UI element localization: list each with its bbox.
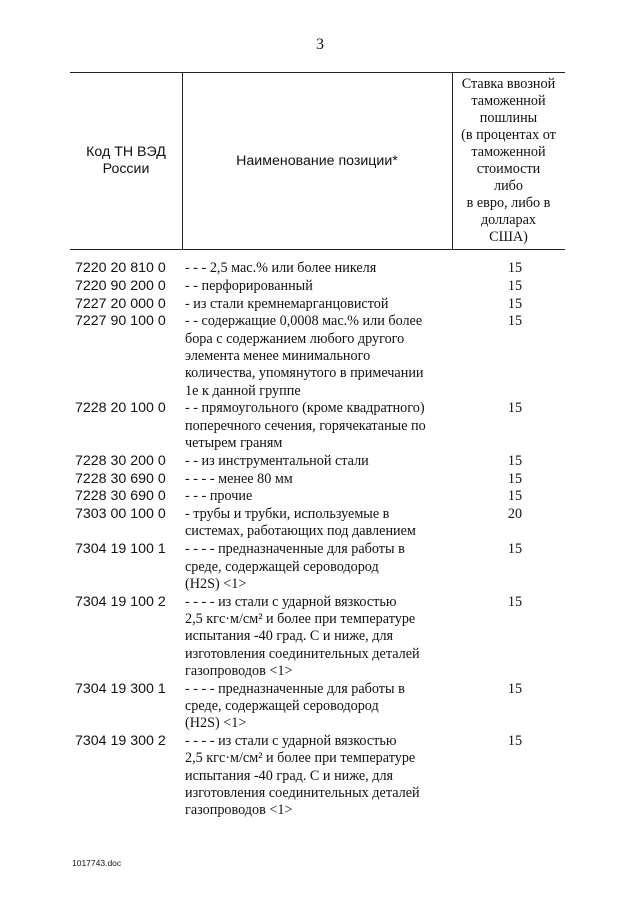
tariff-code: 7220 90 200 0 — [75, 277, 166, 294]
position-name — [185, 400, 457, 452]
position-name-line: - - содержащие 0,0008 мас.% или более — [185, 313, 423, 330]
position-name-line: газопроводов <1> — [185, 802, 293, 819]
position-name-line: изготовления соединительных деталей — [185, 645, 420, 662]
duty-rate: 15 — [507, 260, 523, 276]
position-name — [185, 471, 457, 488]
position-name-line: - - - - из стали с ударной вязкостью — [185, 733, 397, 750]
tariff-code: 7228 30 690 0 — [75, 488, 166, 505]
table-row — [75, 488, 565, 505]
table-row — [75, 506, 565, 541]
header-rate-line: США) — [489, 229, 528, 245]
position-name-line: испытания -40 град. С и ниже, для — [185, 767, 394, 784]
duty-rate: 15 — [507, 470, 523, 487]
table-row — [75, 400, 565, 452]
header-rate-line: стоимости — [476, 161, 541, 177]
duty-rate: 15 — [507, 400, 523, 417]
position-name-line: среде, содержащей сероводород — [185, 697, 379, 714]
position-name-line: среде, содержащей сероводород — [185, 558, 379, 575]
position-name — [185, 541, 457, 593]
position-name-line: системах, работающих под давлением — [185, 523, 416, 540]
position-name-line: - - - - предназначенные для работы в — [185, 541, 405, 558]
duty-rate: 15 — [507, 680, 523, 697]
tariff-code: 7220 20 810 0 — [75, 260, 166, 276]
position-name — [185, 681, 457, 733]
header-rate-line: таможенной — [471, 144, 546, 160]
header-rate-line: (в процентах от — [461, 127, 556, 143]
table-row — [75, 296, 565, 313]
position-name-line: - трубы и трубки, используемые в — [185, 506, 390, 523]
position-name-line: четырем граням — [185, 434, 283, 451]
header-rate-line: пошлины — [479, 110, 538, 126]
table-row — [75, 471, 565, 488]
position-name-line: - - - - менее 80 мм — [185, 470, 293, 487]
header-code-line: России — [102, 161, 150, 177]
duty-rate: 15 — [507, 313, 523, 330]
position-name — [185, 296, 457, 313]
position-name-line: - - - - из стали с ударной вязкостью — [185, 593, 397, 610]
position-name-line: поперечного сечения, горячекатаные по — [185, 417, 426, 434]
position-name-line: - - - - предназначенные для работы в — [185, 680, 405, 697]
page-number: 3 — [316, 36, 324, 53]
position-name-line: - - прямоугольного (кроме квадратного) — [185, 400, 425, 417]
tariff-code: 7227 90 100 0 — [75, 313, 166, 330]
table-header — [70, 72, 565, 250]
position-name — [185, 594, 457, 680]
table-row — [75, 733, 565, 819]
header-rate-line: в евро, либо в — [466, 195, 551, 211]
tariff-code: 7304 19 100 2 — [75, 593, 166, 610]
header-rate-line: долларах — [480, 212, 537, 228]
header-name-label: Наименование позиции* — [236, 152, 398, 169]
position-name-line: (H2S) <1> — [185, 575, 247, 592]
header-code-column — [70, 73, 182, 249]
table-row — [75, 278, 565, 295]
table-row — [75, 313, 565, 399]
duty-rate: 15 — [507, 488, 523, 505]
tariff-code: 7304 19 300 2 — [75, 733, 166, 750]
position-name-line: - - из инструментальной стали — [185, 452, 369, 469]
position-name — [185, 506, 457, 541]
header-rate-column — [452, 73, 565, 249]
tariff-code: 7304 19 100 1 — [75, 541, 166, 558]
position-name-line: - - перфорированный — [185, 277, 313, 294]
tariff-code: 7228 30 690 0 — [75, 470, 166, 487]
position-name-line: газопроводов <1> — [185, 662, 293, 679]
header-rate-line: либо — [494, 178, 523, 194]
position-name-line: бора с содержанием любого другого — [185, 330, 405, 347]
header-name-column — [182, 73, 452, 249]
duty-rate: 15 — [507, 452, 523, 469]
tariff-code: 7228 30 200 0 — [75, 452, 166, 469]
table-row — [75, 681, 565, 733]
table-body — [75, 260, 565, 820]
header-rate-line: Ставка ввозной — [461, 76, 556, 92]
position-name-line: элемента менее минимального — [185, 347, 371, 364]
table-row — [75, 541, 565, 593]
duty-rate: 15 — [507, 733, 523, 750]
tariff-code: 7227 20 000 0 — [75, 295, 166, 312]
duty-rate: 15 — [507, 593, 523, 610]
header-rate-line: таможенной — [471, 93, 546, 109]
duty-rate: 15 — [507, 295, 523, 312]
position-name — [185, 278, 457, 295]
table-row — [75, 594, 565, 680]
position-name-line: количества, упомянутого в примечании — [185, 365, 424, 382]
position-name — [185, 260, 457, 277]
position-name-line: 1е к данной группе — [185, 382, 301, 399]
position-name-line: - - - прочие — [185, 488, 253, 505]
position-name-line: - - - 2,5 мас.% или более никеля — [185, 260, 377, 276]
position-name — [185, 733, 457, 819]
position-name-line: 2,5 кгс·м/см² и более при температуре — [185, 750, 416, 767]
position-name — [185, 488, 457, 505]
table-row — [75, 260, 565, 277]
position-name-line: испытания -40 град. С и ниже, для — [185, 628, 394, 645]
table-row — [75, 453, 565, 470]
tariff-code: 7304 19 300 1 — [75, 680, 166, 697]
duty-rate: 20 — [507, 506, 523, 523]
position-name — [185, 313, 457, 399]
position-name-line: (H2S) <1> — [185, 715, 247, 732]
position-name-line: изготовления соединительных деталей — [185, 784, 420, 801]
duty-rate: 15 — [507, 277, 523, 294]
header-code-line: Код ТН ВЭД — [86, 144, 166, 160]
duty-rate: 15 — [507, 541, 523, 558]
tariff-code: 7303 00 100 0 — [75, 506, 166, 523]
tariff-code: 7228 20 100 0 — [75, 400, 166, 417]
footer-filename: 1017743.doc — [72, 858, 122, 868]
position-name — [185, 453, 457, 470]
position-name-line: - из стали кремнемарганцовистой — [185, 295, 389, 312]
position-name-line: 2,5 кгс·м/см² и более при температуре — [185, 610, 416, 627]
